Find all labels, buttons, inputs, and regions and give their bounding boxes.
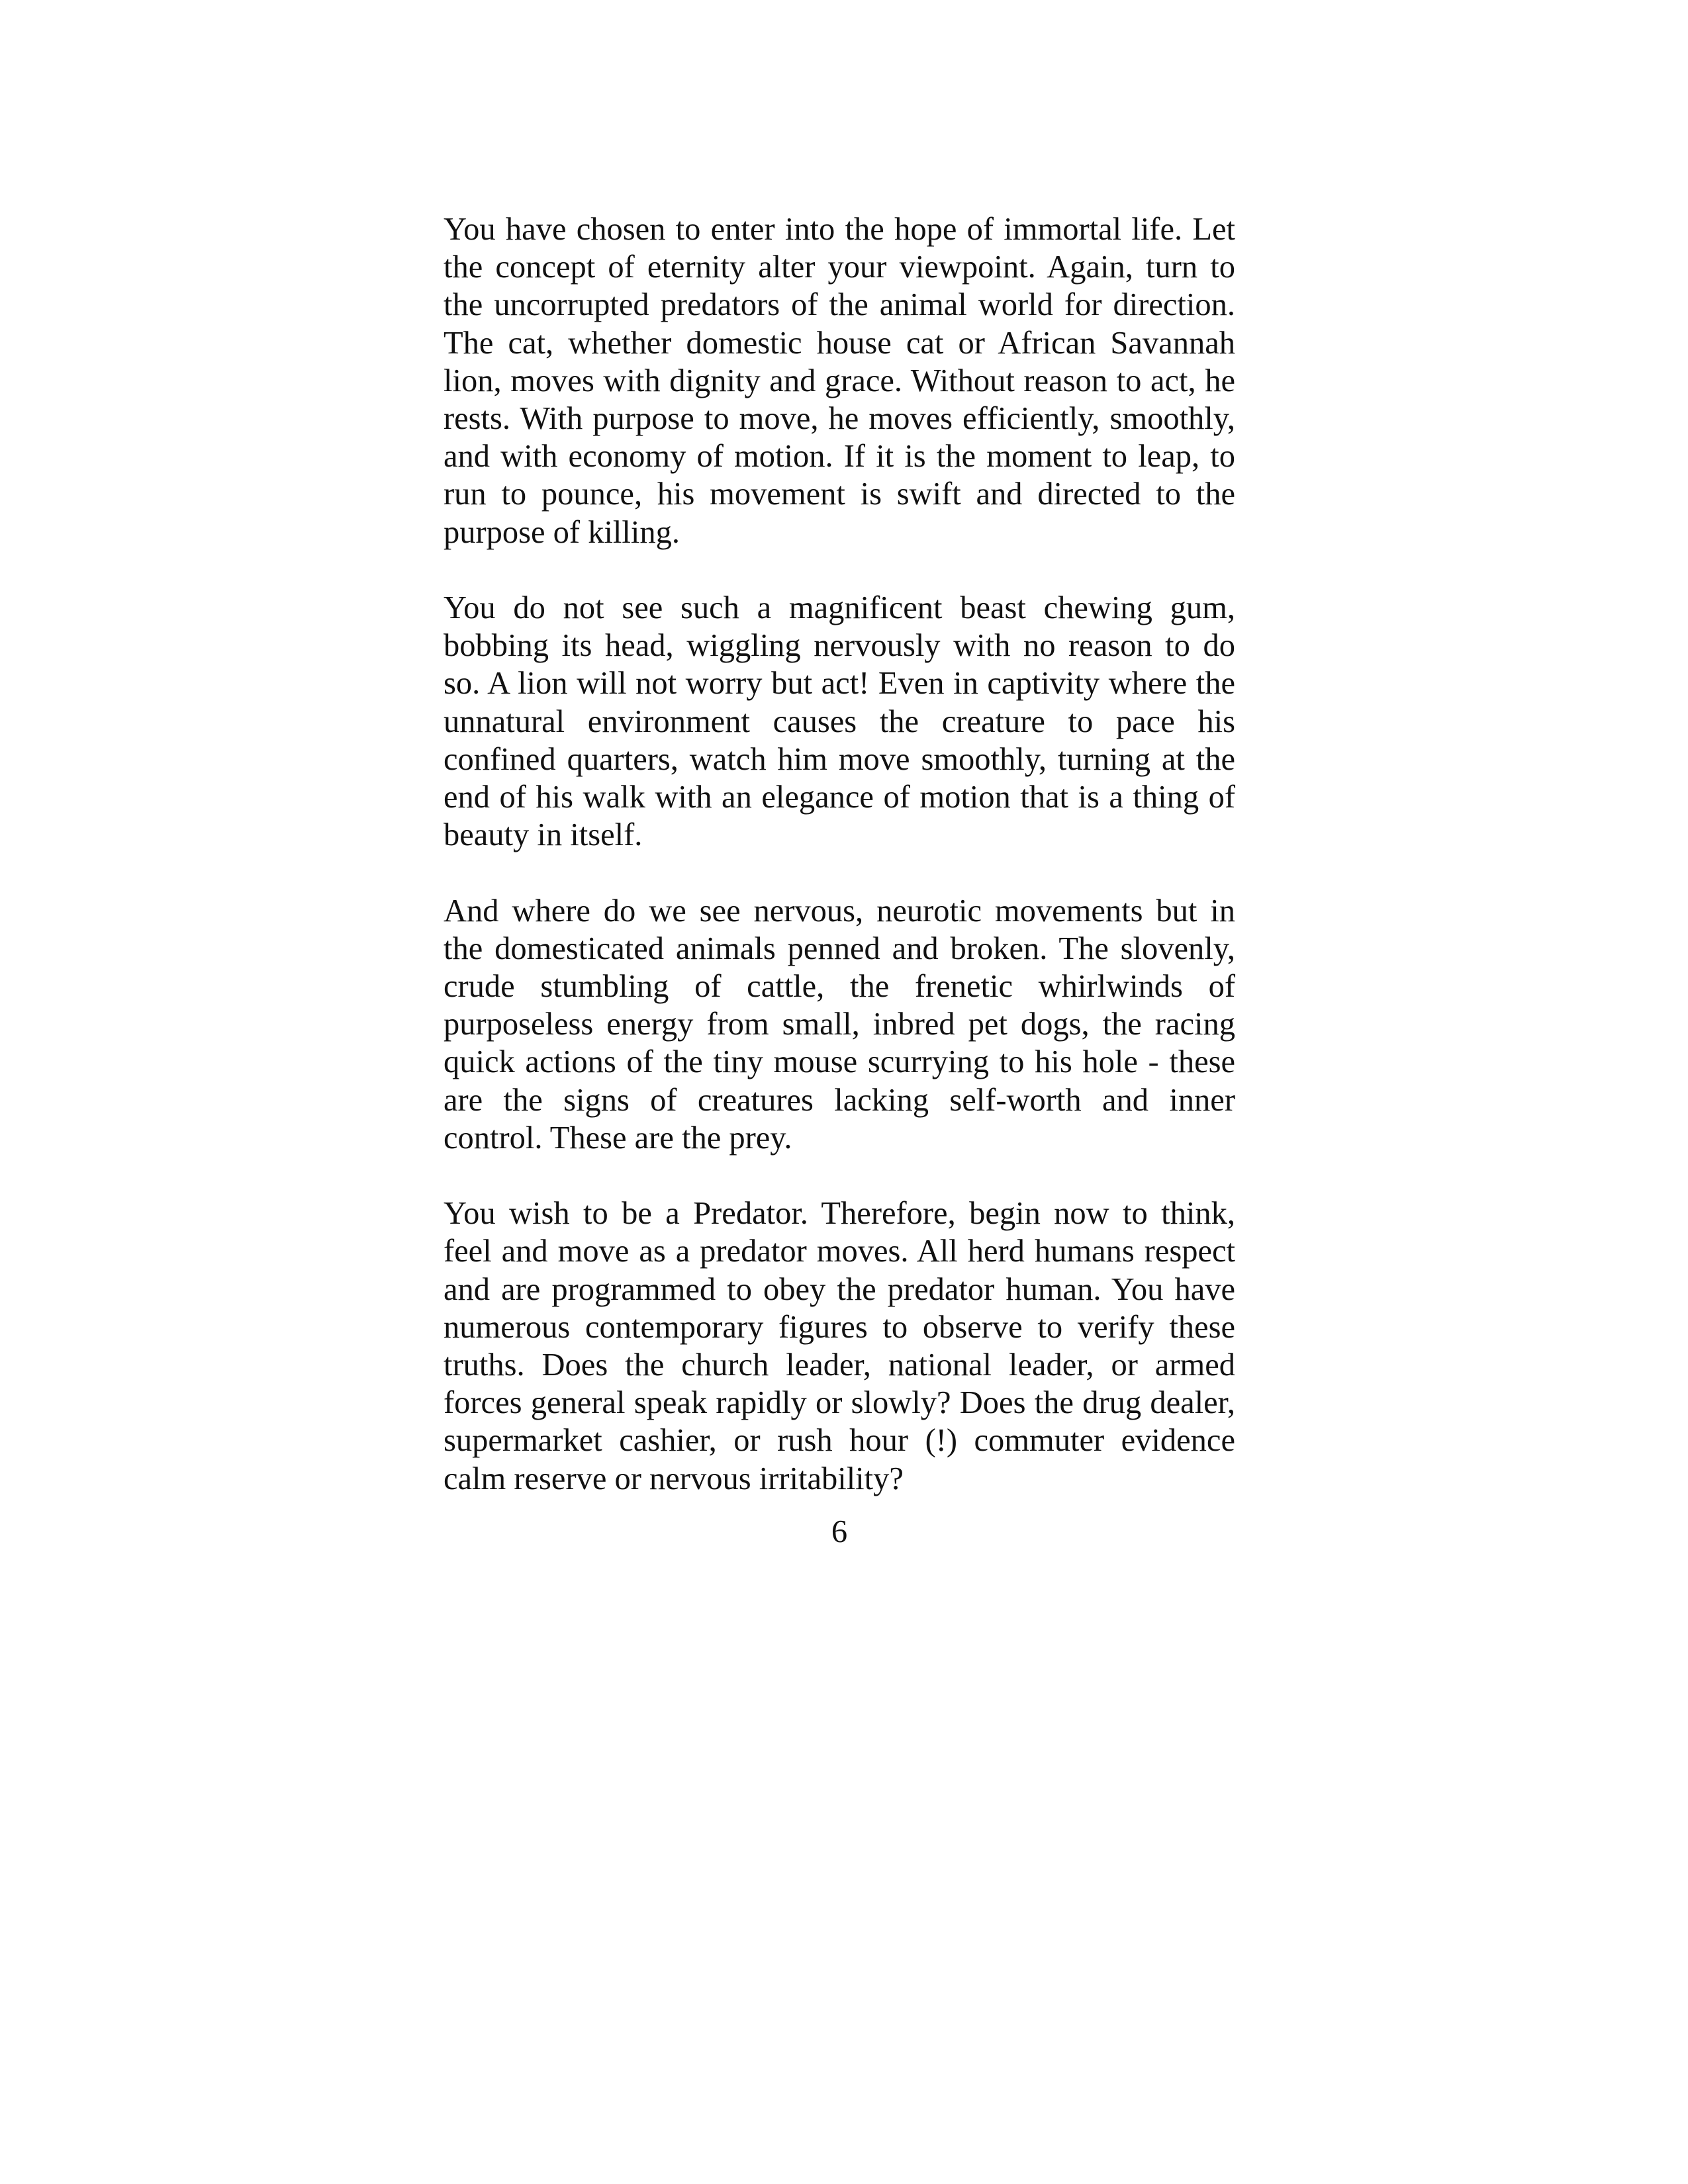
paragraph-2: You do not see such a magnificent beast chewing gum, bobbing its head, wiggling nervously with no reason to do so. A lion will not worry but act! Even in captivity where the unnatural environment causes the creature to pace his confined quarters, watch him move smoothly, turning at the end of his walk with an elegance of motion that is a thing of beauty in itself. [444,590,1235,853]
paragraph-1: You have chosen to enter into the hope of immortal life. Let the concept of eternity alter your viewpoint. Again, turn to the uncorrupted predators of the animal world for direction. The cat, whether domestic house cat or African Savannah lion, moves with dignity and grace. Without reason to act, he rests. With purpose to move, he moves efficiently, smoothly, and with economy of motion. If it is the moment to leap, to run to pounce, his movement is swift and directed to the purpose of killing. [444,212,1235,550]
body-text [444,210,1235,1498]
paragraph-4: You wish to be a Predator. Therefore, begin now to think, feel and move as a predator moves. All herd humans respect and are programmed to obey the predator human. You have numerous contemporary figures to observe to verify these truths. Does the church leader, national leader, or armed forces general speak rapidly or slowly? Does the drug dealer, supermarket cashier, or rush hour (!) commuter evidence calm reserve or nervous irritability? [444,1196,1235,1496]
page-number: 6 [831,1514,848,1549]
paragraph-3: And where do we see nervous, neurotic movements but in the domesticated animals penned and broken. The slovenly, crude stumbling of cattle, the frenetic whirlwinds of purposeless energy from small, inbred pet dogs, the racing quick actions of the tiny mouse scurrying to his hole - these are the signs of creatures lacking self-worth and inner control. These are the prey. [444,893,1235,1156]
